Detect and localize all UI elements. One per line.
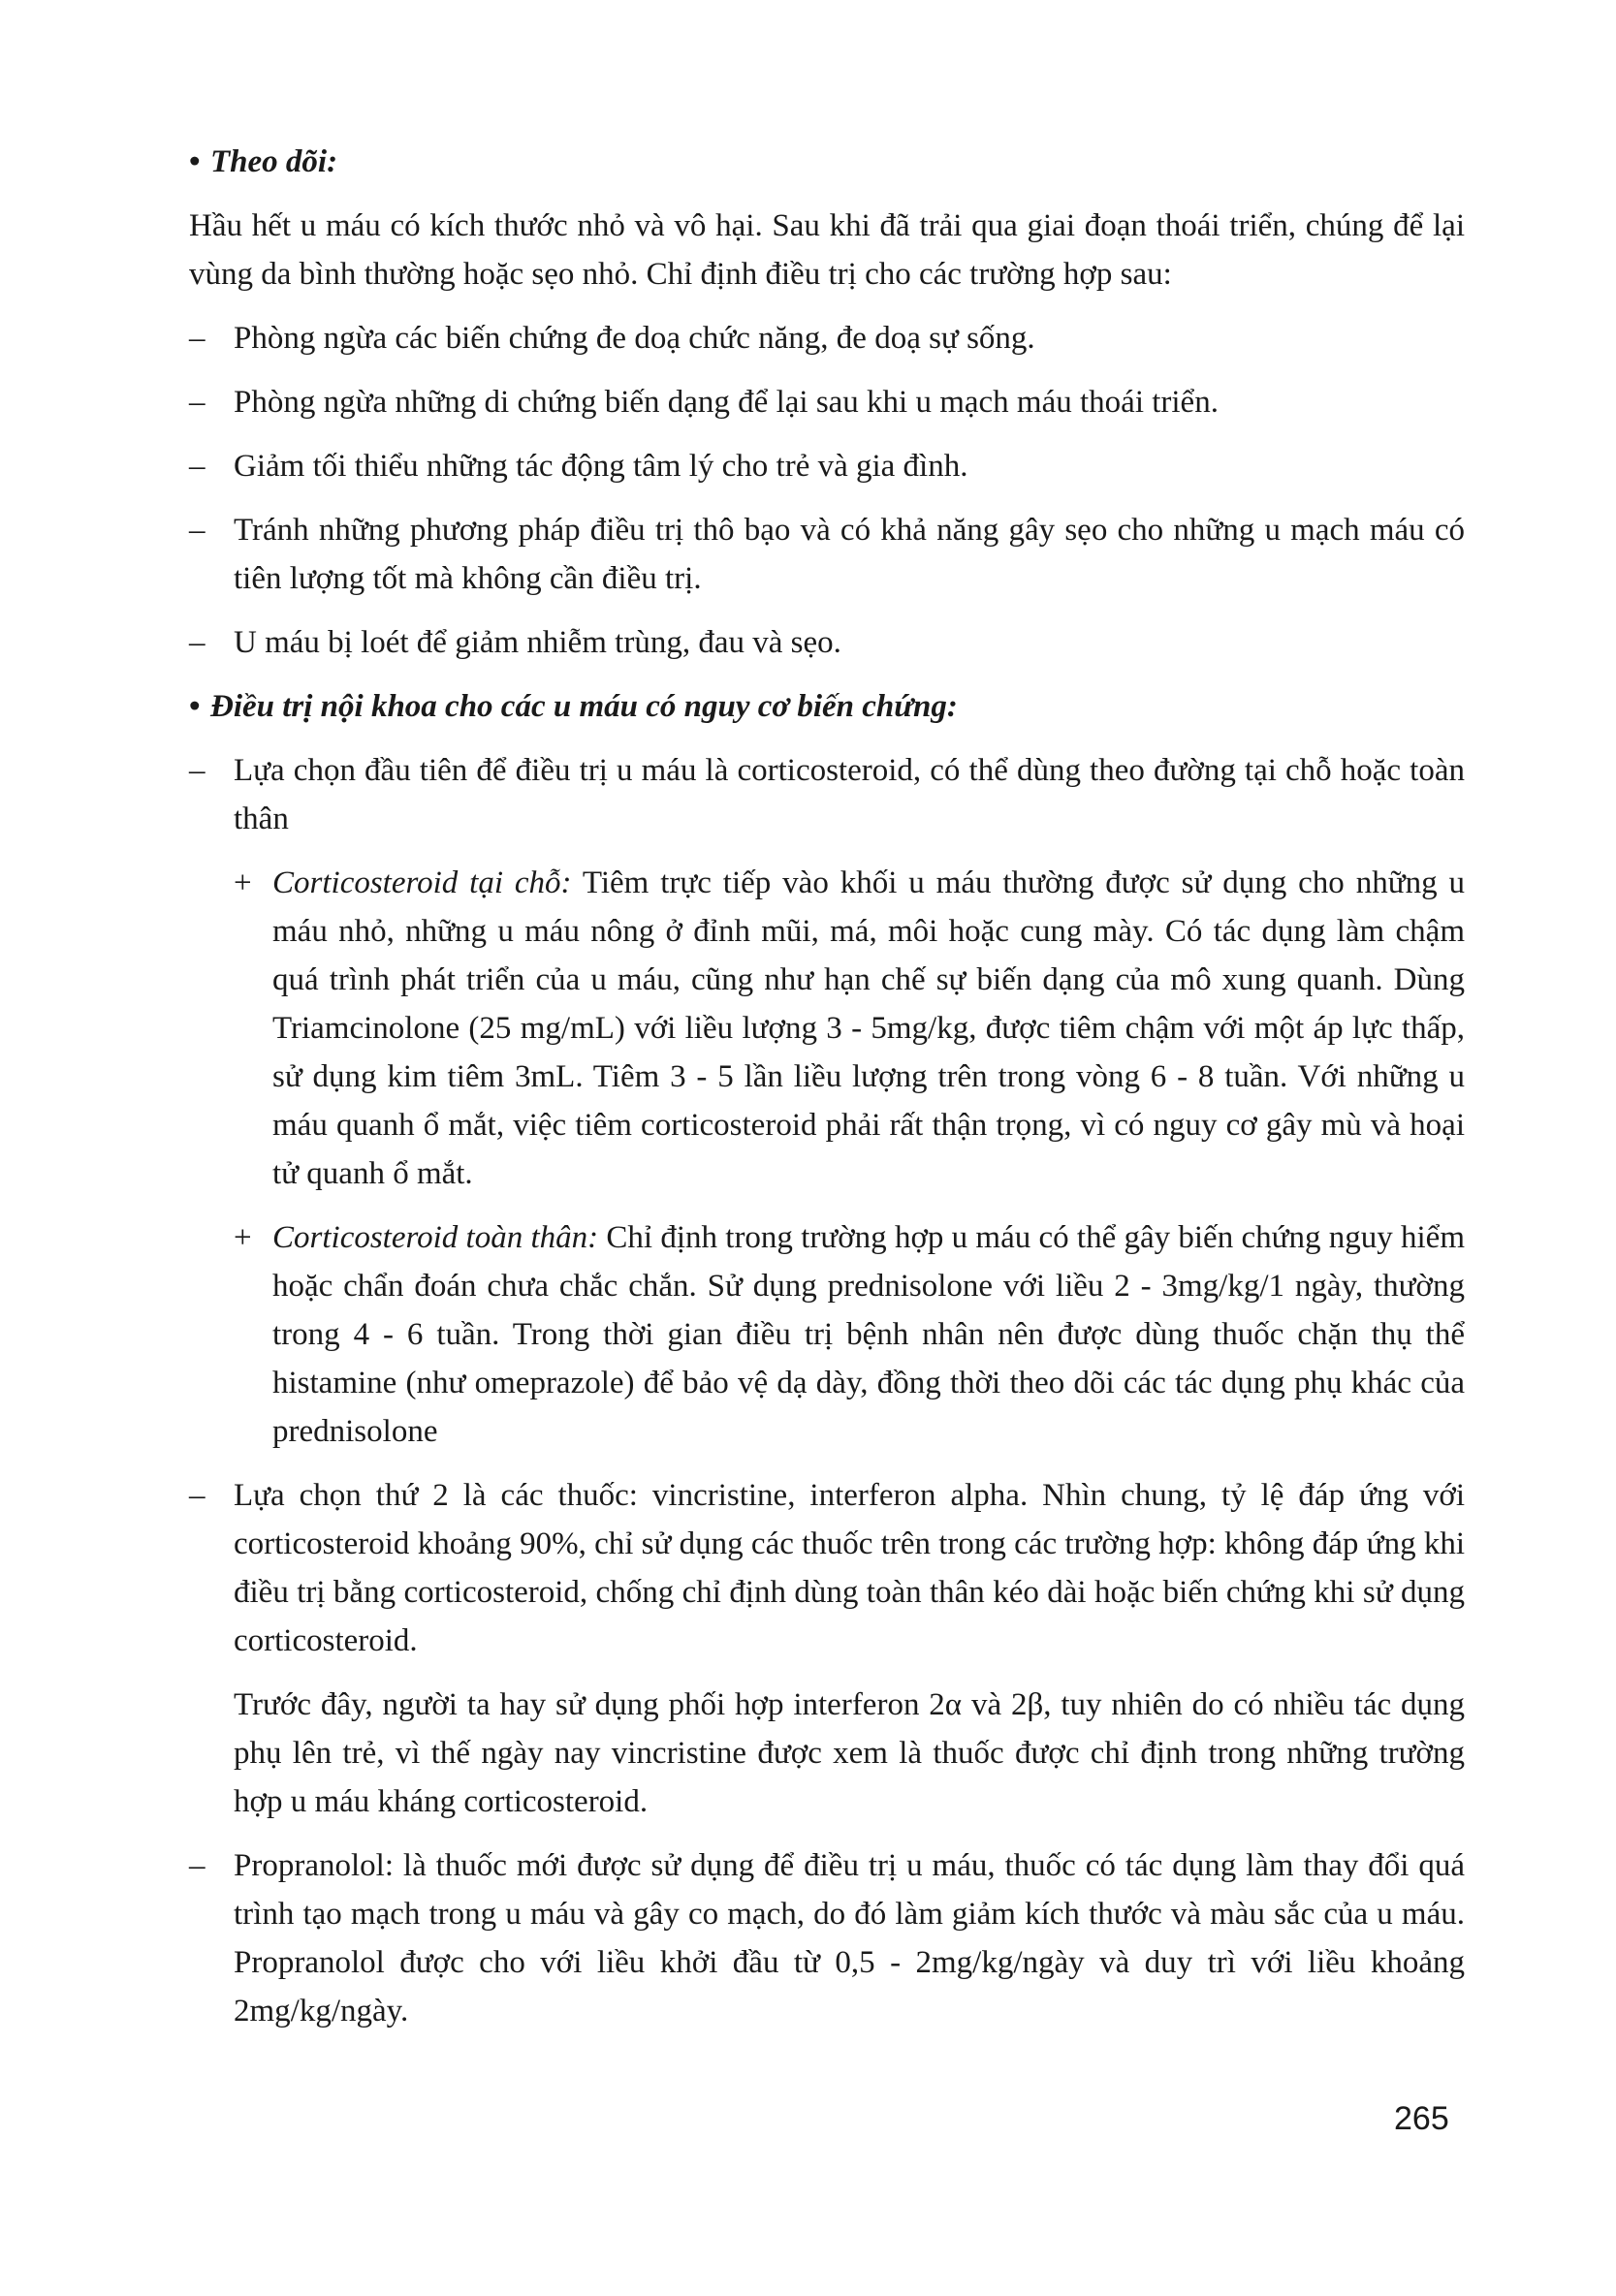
heading-text: Theo dõi: bbox=[210, 144, 338, 179]
dash-glyph: – bbox=[189, 1848, 206, 1883]
dash-glyph: – bbox=[189, 1478, 206, 1513]
dash-glyph: – bbox=[189, 385, 206, 420]
treatment-item-second-choice bbox=[189, 1471, 1465, 1665]
dash-glyph: – bbox=[189, 753, 206, 788]
treatment-text: Lựa chọn thứ 2 là các thuốc: vincristine, interferon alpha. Nhìn chung, tỷ lệ đáp ứng với corticosteroid khoảng 90%, chỉ sử dụng các thuốc trên trong các trường hợp: không đáp ứng khi điều trị bằng corticosteroid, chống chỉ định dùng toàn thân kéo dài hoặc biến chứng khi sử dụng corticosteroid. bbox=[234, 1478, 1465, 1658]
indication-text: Phòng ngừa các biến chứng đe doạ chức năng, đe doạ sự sống. bbox=[234, 321, 1035, 356]
treatment-item-first-choice bbox=[189, 746, 1465, 843]
indication-text: U máu bị loét để giảm nhiễm trùng, đau và sẹo. bbox=[234, 625, 841, 660]
dash-glyph: – bbox=[189, 321, 206, 356]
plus-glyph: + bbox=[234, 865, 252, 900]
indication-item bbox=[189, 618, 1465, 667]
indication-text: Phòng ngừa những di chứng biến dạng để lại sau khi u mạch máu thoái triển. bbox=[234, 385, 1219, 420]
dash-glyph: – bbox=[189, 625, 206, 660]
plus-glyph: + bbox=[234, 1220, 252, 1255]
treatment-text: Lựa chọn đầu tiên để điều trị u máu là corticosteroid, có thể dùng theo đường tại chỗ hoặc toàn thân bbox=[234, 753, 1465, 836]
dash-glyph: – bbox=[189, 513, 206, 548]
heading-text: Điều trị nội khoa cho các u máu có nguy cơ biến chứng: bbox=[210, 689, 958, 724]
section-heading-monitoring bbox=[189, 138, 1465, 186]
sub-item-term: Corticosteroid toàn thân: bbox=[272, 1220, 599, 1255]
page-body bbox=[189, 138, 1465, 2035]
bullet-glyph: • bbox=[189, 144, 201, 179]
treatment-text: Propranolol: là thuốc mới được sử dụng để điều trị u máu, thuốc có tác dụng làm thay đổi quá trình tạo mạch trong u máu và gây co mạch, do đó làm giảm kích thước và màu sắc của u máu. Propranolol được cho với liều khởi đầu từ 0,5 - 2mg/kg/ngày và duy trì với liều khoảng 2mg/kg/ngày. bbox=[234, 1848, 1465, 2029]
indication-item bbox=[189, 378, 1465, 426]
sub-item-systemic-corticosteroid bbox=[234, 1213, 1465, 1456]
indication-text: Tránh những phương pháp điều trị thô bạo và có khả năng gây sẹo cho những u mạch máu có tiên lượng tốt mà không cần điều trị. bbox=[234, 513, 1465, 596]
sub-item-text: Tiêm trực tiếp vào khối u máu thường được sử dụng cho những u máu nhỏ, những u máu nông ở đỉnh mũi, má, môi hoặc cung mày. Có tác dụng làm chậm quá trình phát triển của u máu, cũng như hạn chế sự biến dạng của mô xung quanh. Dùng Triamcinolone (25 mg/mL) với liều lượng 3 - 5mg/kg, được tiêm chậm với một áp lực thấp, sử dụng kim tiêm 3mL. Tiêm 3 - 5 lần liều lượng trên trong vòng 6 - 8 tuần. Với những u máu quanh ổ mắt, việc tiêm corticosteroid phải rất thận trọng, vì có nguy cơ gây mù và hoại tử quanh ổ mắt. bbox=[272, 865, 1465, 1191]
treatment-item-propranolol bbox=[189, 1841, 1465, 2035]
sub-item-term: Corticosteroid tại chỗ: bbox=[272, 865, 572, 900]
indication-text: Giảm tối thiểu những tác động tâm lý cho trẻ và gia đình. bbox=[234, 449, 968, 484]
interferon-note: Trước đây, người ta hay sử dụng phối hợp interferon 2α và 2β, tuy nhiên do có nhiều tác dụng phụ lên trẻ, vì thế ngày nay vincristine được xem là thuốc được chỉ định trong những trường hợp u máu kháng corticosteroid. bbox=[234, 1687, 1465, 1819]
dash-glyph: – bbox=[189, 449, 206, 484]
sub-item-local-corticosteroid bbox=[234, 859, 1465, 1198]
page-number: 265 bbox=[1394, 2100, 1449, 2137]
intro-paragraph: Hầu hết u máu có kích thước nhỏ và vô hại. Sau khi đã trải qua giai đoạn thoái triển, chúng để lại vùng da bình thường hoặc sẹo nhỏ. Chỉ định điều trị cho các trường hợp sau: bbox=[189, 208, 1465, 292]
bullet-glyph: • bbox=[189, 689, 201, 724]
indication-item bbox=[189, 314, 1465, 362]
indication-item bbox=[189, 506, 1465, 603]
indication-item bbox=[189, 442, 1465, 490]
section-heading-treatment bbox=[189, 682, 1465, 731]
sub-item-text: Chỉ định trong trường hợp u máu có thể gây biến chứng nguy hiểm hoặc chẩn đoán chưa chắc chắn. Sử dụng prednisolone với liều 2 - 3mg/kg/1 ngày, thường trong 4 - 6 tuần. Trong thời gian điều trị bệnh nhân nên được dùng thuốc chặn thụ thể histamine (như omeprazole) để bảo vệ dạ dày, đồng thời theo dõi các tác dụng phụ khác của prednisolone bbox=[272, 1220, 1465, 1449]
